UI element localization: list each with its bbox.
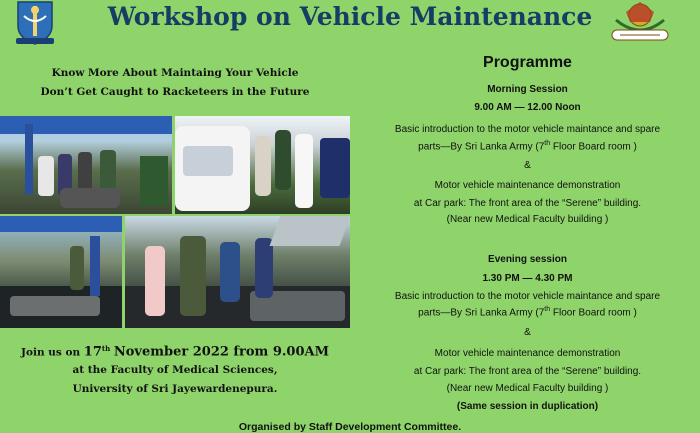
- morning-item2-line2: at Car park: The front area of the “Serene” building.: [413, 198, 642, 209]
- evening-ampersand: &: [524, 327, 531, 338]
- morning-item1-line1: Basic introduction to the motor vehicle maintance and spare: [394, 124, 661, 135]
- evening-item1-line2: [355, 306, 700, 318]
- morning-item2-line1: Motor vehicle maintenance demonstration: [434, 180, 621, 191]
- evening-item2-line2: at Car park: The front area of the “Serene” building.: [413, 366, 642, 377]
- evening-session-label: Evening session: [488, 254, 567, 265]
- join-university-line: University of Sri Jayewardenepura.: [72, 383, 278, 395]
- morning-session-label: Morning Session: [487, 84, 568, 95]
- evening-item1-line2-a: parts—By Sri Lanka Army (7: [418, 307, 545, 319]
- workshop-photo-4: [125, 216, 350, 328]
- join-day: 17: [83, 344, 102, 360]
- workshop-photo-1: [0, 116, 172, 214]
- workshop-photo-3: [0, 216, 122, 328]
- morning-ampersand: &: [524, 160, 531, 171]
- morning-item2-line3: (Near new Medical Faculty building ): [446, 214, 609, 225]
- morning-session-time: 9.00 AM — 12.00 Noon: [474, 102, 581, 113]
- morning-item1-line2: [355, 140, 700, 152]
- evening-session-time: 1.30 PM — 4.30 PM: [482, 273, 573, 284]
- programme-heading: Programme: [483, 54, 572, 71]
- join-day-suffix: th: [101, 344, 111, 353]
- tagline-line-2: Don’t Get Caught to Racketeers in the Future: [40, 86, 310, 98]
- join-prefix: Join us on: [21, 346, 81, 359]
- join-date-line: [0, 344, 350, 360]
- morning-item1-sup: th: [544, 140, 551, 147]
- evening-item1-sup: th: [544, 306, 551, 313]
- evening-item2-line3: (Near new Medical Faculty building ): [446, 383, 609, 394]
- morning-item1-line2-a: parts—By Sri Lanka Army (7: [418, 141, 545, 153]
- evening-item1-line2-b: Floor Board room ): [550, 307, 637, 319]
- tagline-line-1: Know More About Maintaing Your Vehicle: [51, 67, 299, 79]
- evening-note: (Same session in duplication): [456, 401, 599, 412]
- evening-item2-line1: Motor vehicle maintenance demonstration: [434, 348, 621, 359]
- join-venue-line: at the Faculty of Medical Sciences,: [72, 364, 278, 376]
- organiser-footer: Organised by Staff Development Committee.: [238, 421, 462, 433]
- evening-item1-line1: Basic introduction to the motor vehicle maintance and spare: [394, 291, 661, 302]
- page-title: Workshop on Vehicle Maintenance: [107, 2, 593, 31]
- workshop-photo-2: [175, 116, 350, 214]
- morning-item1-line2-b: Floor Board room ): [550, 141, 637, 153]
- join-rest: November 2022 from 9.00AM: [113, 344, 329, 360]
